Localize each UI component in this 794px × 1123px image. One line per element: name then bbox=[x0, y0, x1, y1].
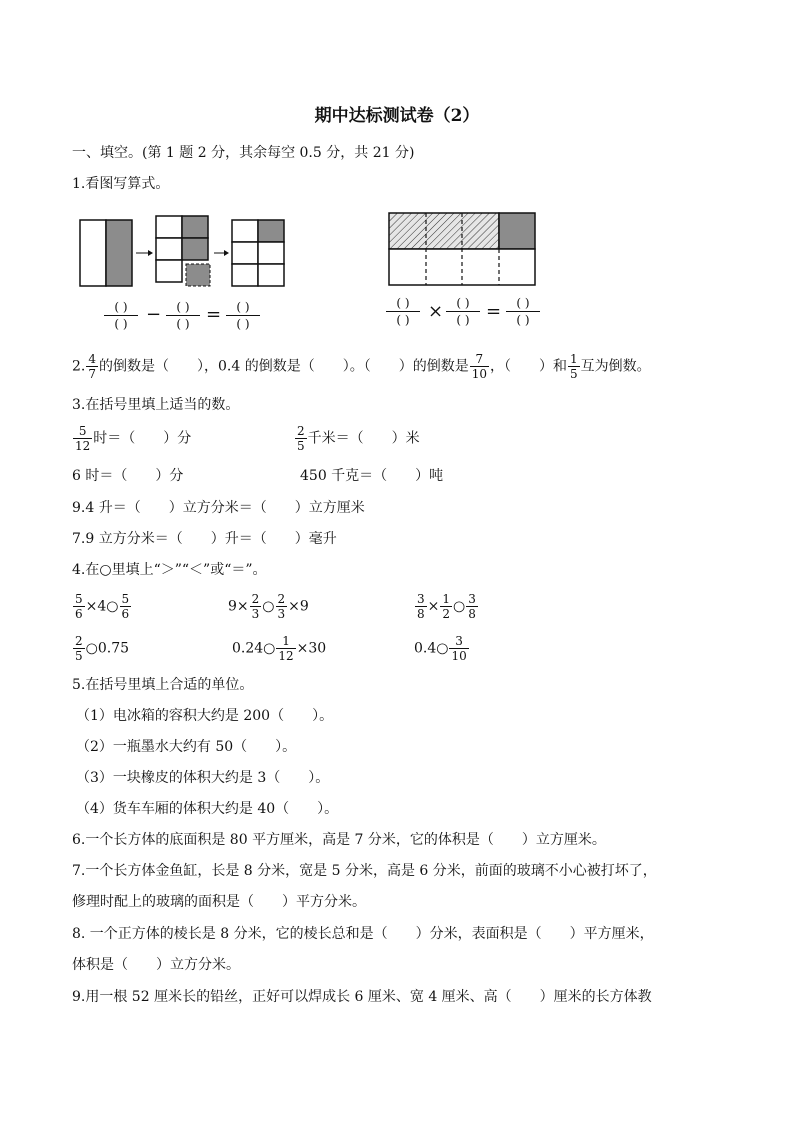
page-title: 期中达标测试卷（2） bbox=[314, 106, 480, 126]
blank-fraction[interactable]: ( ) ( ) bbox=[386, 296, 420, 327]
question-9: 9.用一根 52 厘米长的铅丝，正好可以焊成长 6 厘米、宽 4 厘米、高（ ）厘米的长方体教 bbox=[72, 989, 652, 1005]
blank-fraction[interactable]: ( ) ( ) bbox=[446, 296, 480, 327]
equals-sign: = bbox=[486, 301, 502, 322]
q4-item-1b: 9× $\frac{2}{3}$ ○ $\frac{2}{3}$ ×9 bbox=[228, 592, 309, 621]
blank-fraction[interactable]: ( ) ( ) bbox=[166, 300, 200, 331]
fraction: $\frac{1}{5}$ bbox=[570, 352, 578, 381]
fraction: $\frac{7}{10}$ bbox=[471, 352, 487, 381]
question-8-line-1: 8. 一个正方体的棱长是 8 分米，它的棱长总和是（ ）分米，表面积是（ ）平方厘米， bbox=[72, 926, 654, 942]
question-7-line-1: 7.一个长方体金鱼缸，长是 8 分米，宽是 5 分米，高是 6 分米，前面的玻璃不小心被打坏了， bbox=[72, 863, 657, 879]
minus-sign: − bbox=[146, 304, 162, 325]
blank-fraction[interactable]: ( ) ( ) bbox=[226, 300, 260, 331]
q5-item: （2）一瓶墨水大约有 50（ ）。 bbox=[76, 739, 297, 755]
blank-fraction[interactable]: ( ) ( ) bbox=[506, 296, 540, 327]
q5-item: （3）一块橡皮的体积大约是 3（ ）。 bbox=[76, 770, 330, 786]
question-1: 1.看图写算式。 bbox=[72, 176, 170, 192]
q5-item: （1）电冰箱的容积大约是 200（ ）。 bbox=[76, 708, 334, 724]
q4-item-2b: 0.24○ $\frac{1}{12}$ ×30 bbox=[232, 634, 327, 663]
figure-multiplication bbox=[386, 210, 538, 288]
question-4: 4.在○里填上“＞”“＜”或“＝”。 bbox=[72, 562, 267, 578]
question-3: 3.在括号里填上适当的数。 bbox=[72, 397, 240, 413]
question-7-line-2: 修理时配上的玻璃的面积是（ ）平方分米。 bbox=[72, 894, 366, 910]
fraction: $\frac{4}{7}$ bbox=[88, 352, 96, 381]
section-heading: 一、填空。(第 1 题 2 分，其余每空 0.5 分，共 21 分) bbox=[72, 145, 415, 161]
q3-item-f: 7.9 立方分米＝（ ）升＝（ ）毫升 bbox=[72, 531, 337, 547]
q4-item-2a: $\frac{2}{5}$ ○0.75 bbox=[75, 634, 130, 663]
q4-item-1a: $\frac{5}{6}$ ×4○ $\frac{5}{6}$ bbox=[75, 592, 130, 621]
figure-subtraction bbox=[76, 210, 288, 290]
question-2: 2. $\frac{4}{7}$ 的倒数是（ ），0.4 的倒数是（ ）。（ ）的倒数是 $\frac{7}{10}$ ，（ ）和 $\frac{1}{5}$ 互为倒数。 bbox=[72, 352, 651, 381]
question-8-line-2: 体积是（ ）立方分米。 bbox=[72, 957, 240, 973]
q3-item-e: 9.4 升＝（ ）立方分米＝（ ）立方厘米 bbox=[72, 500, 365, 516]
q4-item-2c: 0.4○ $\frac{3}{10}$ bbox=[414, 634, 467, 663]
q3-item-d: 450 千克＝（ ）吨 bbox=[300, 468, 444, 484]
question-5: 5.在括号里填上合适的单位。 bbox=[72, 677, 254, 693]
times-sign: × bbox=[428, 301, 444, 322]
equals-sign: = bbox=[206, 304, 222, 325]
q3-item-a: $\frac{5}{12}$ 时＝（ ）分 bbox=[75, 424, 192, 453]
question-6: 6.一个长方体的底面积是 80 平方厘米，高是 7 分米，它的体积是（ ）立方厘米。 bbox=[72, 832, 606, 848]
q5-item: （4）货车车厢的体积大约是 40（ ）。 bbox=[76, 801, 339, 817]
q3-item-b: $\frac{2}{5}$ 千米＝（ ）米 bbox=[297, 424, 420, 453]
q3-item-c: 6 时＝（ ）分 bbox=[72, 468, 184, 484]
blank-fraction[interactable]: ( ) ( ) bbox=[104, 300, 138, 331]
q4-item-1c: $\frac{3}{8}$ × $\frac{1}{2}$ ○ $\frac{3}{8}$ bbox=[417, 592, 476, 621]
